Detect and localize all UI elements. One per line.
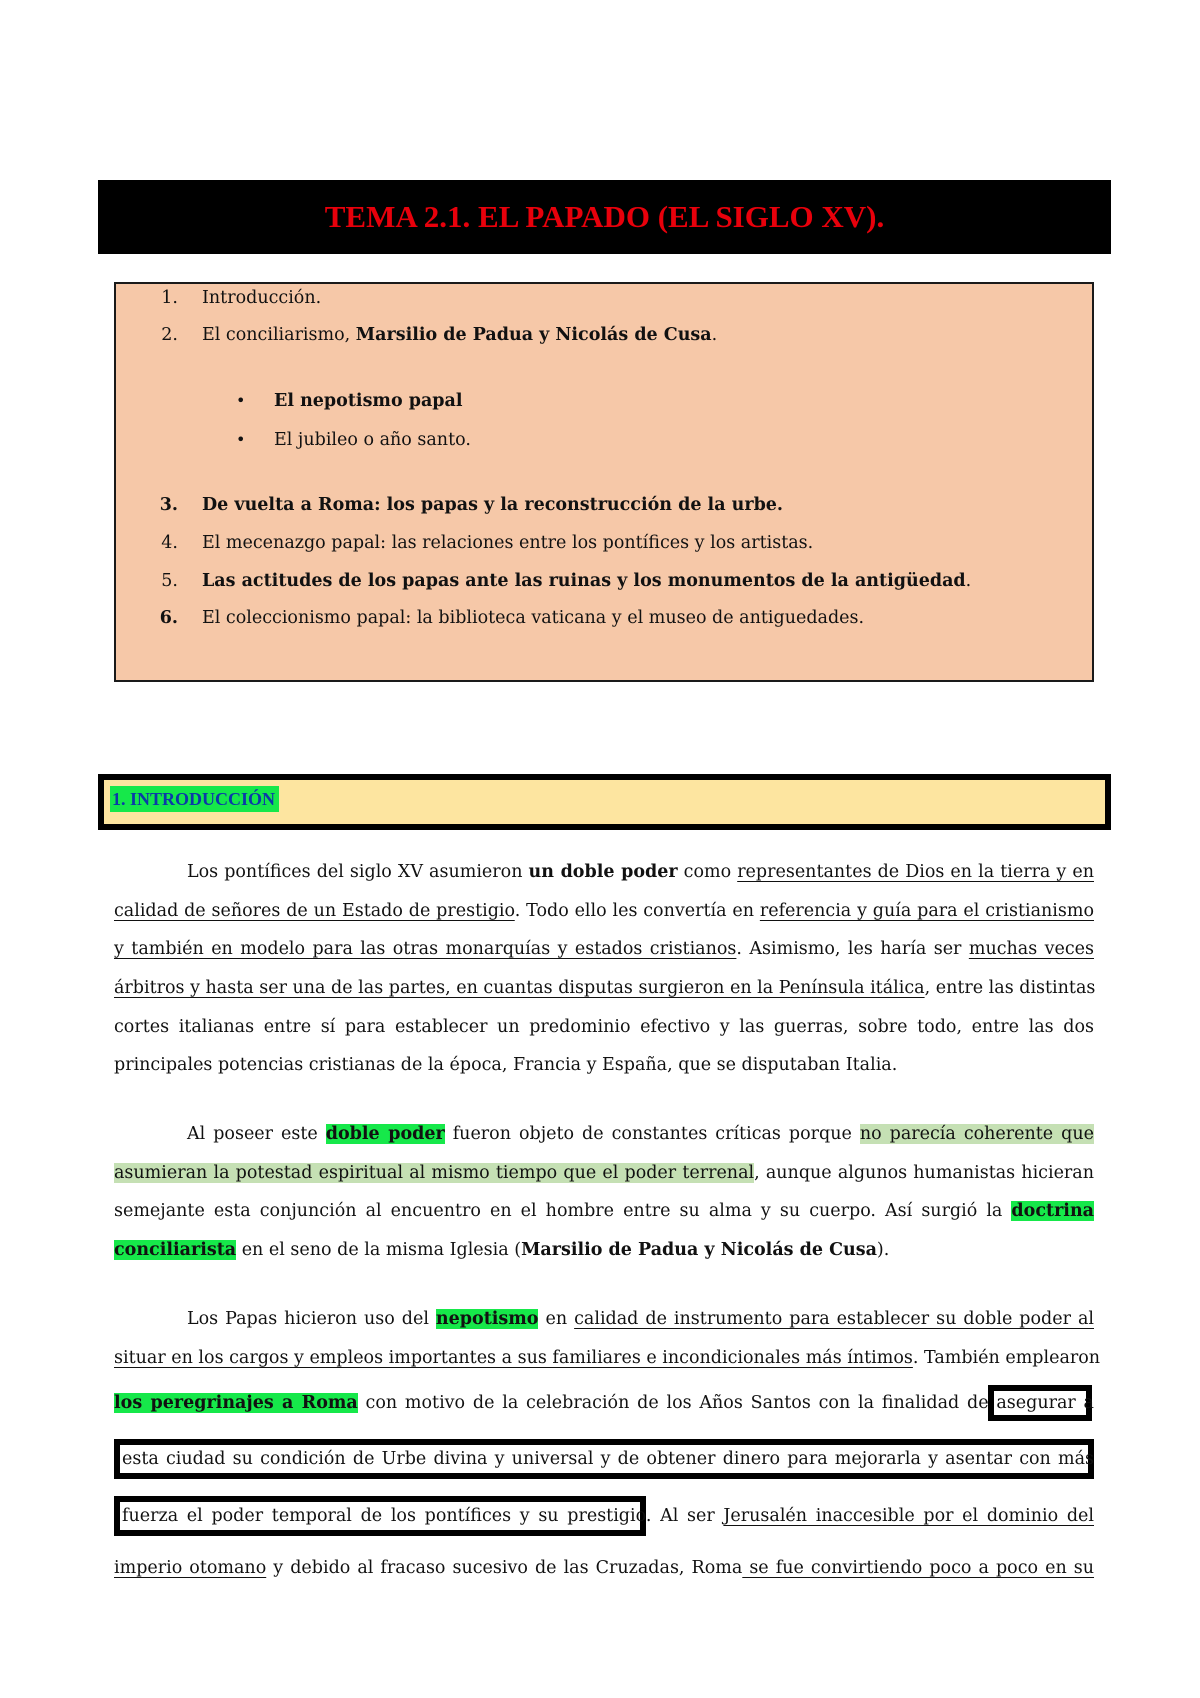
paragraph-line: los peregrinajes a Roma con motivo de la celebración de los Años Santos con la finalidad de asegurar a	[114, 1393, 1094, 1413]
paragraph-line: asumieran la potestad espiritual al mismo tiempo que el poder terrenal, aunque algunos humanistas hicieran	[114, 1163, 1094, 1183]
toc-number: 2.	[161, 325, 178, 345]
paragraph-line: árbitros y hasta ser una de las partes, en cuantas disputas surgieron en la Península itálica, entre las distintas	[114, 978, 1096, 998]
toc-number: 5.	[161, 571, 178, 591]
highlight-green: conciliarista	[114, 1240, 237, 1260]
toc-number: 1.	[161, 288, 178, 308]
bullet-icon: •	[236, 391, 246, 410]
section-heading: 1. INTRODUCCIÓN	[110, 786, 279, 812]
paragraph-line: principales potencias cristianas de la época, Francia y España, que se disputaban Italia.	[114, 1055, 898, 1075]
toc-item-text: El mecenazgo papal: las relaciones entre los pontífices y los artistas.	[202, 533, 814, 553]
paragraph-line: Los pontífices del siglo XV asumieron un doble poder como representantes de Dios en la tierra y en	[187, 862, 1094, 882]
toc-item-text: Las actitudes de los papas ante las ruinas y los monumentos de la antigüedad.	[202, 571, 972, 591]
highlight-green: los peregrinajes a Roma	[114, 1393, 358, 1413]
paragraph-line: conciliarista en el seno de la misma Iglesia (Marsilio de Padua y Nicolás de Cusa).	[114, 1240, 890, 1260]
toc-box	[114, 282, 1094, 682]
paragraph-line: y también en modelo para las otras monarquías y estados cristianos. Asimismo, les haría ser muchas veces	[114, 939, 1094, 959]
toc-item-text: De vuelta a Roma: los papas y la reconstrucción de la urbe.	[202, 495, 784, 515]
paragraph-line: esta ciudad su condición de Urbe divina y universal y de obtener dinero para mejorarla y asentar con más	[122, 1449, 1094, 1469]
bullet-icon: •	[236, 430, 246, 449]
paragraph-line: semejante esta conjunción al encuentro en el hombre entre su alma y su cuerpo. Así surgió la doctrina	[114, 1201, 1094, 1221]
paragraph-line: situar en los cargos y empleos importantes a sus familiares e incondicionales más íntimos. También emplearon	[114, 1348, 1101, 1368]
highlight-light-green: no parecía coherente que	[859, 1124, 1094, 1144]
toc-subitem-text: El jubileo o año santo.	[274, 430, 471, 450]
toc-number: 4.	[161, 533, 178, 553]
paragraph-line: imperio otomano y debido al fracaso sucesivo de las Cruzadas, Roma se fue convirtiendo poco a poco en su	[114, 1558, 1095, 1578]
highlight-green: doble poder	[325, 1124, 445, 1144]
title-bar	[98, 180, 1111, 254]
paragraph-line: cortes italianas entre sí para establecer un predominio efectivo y las guerras, sobre todo, entre las dos	[114, 1017, 1094, 1037]
highlight-green: doctrina	[1011, 1201, 1094, 1221]
toc-item-text: El conciliarismo, Marsilio de Padua y Nicolás de Cusa.	[202, 325, 718, 345]
paragraph-line: Los Papas hicieron uso del nepotismo en calidad de instrumento para establecer su doble poder al	[187, 1309, 1094, 1329]
toc-item-text: Introducción.	[202, 288, 322, 308]
toc-subitem-text: El nepotismo papal	[274, 391, 463, 411]
page-title: TEMA 2.1. EL PAPADO (EL SIGLO XV).	[324, 199, 885, 234]
toc-item-text: El coleccionismo papal: la biblioteca vaticana y el museo de antiguedades.	[202, 608, 865, 628]
paragraph-line: Al poseer este doble poder fueron objeto de constantes críticas porque no parecía coherente que	[187, 1124, 1094, 1144]
highlight-light-green: asumieran la potestad espiritual al mismo tiempo que el poder terrenal	[114, 1163, 755, 1183]
paragraph-line: fuerza el poder temporal de los pontífices y su prestigio. Al ser Jerusalén inaccesible por el dominio del	[122, 1506, 1094, 1526]
toc-number: 6.	[159, 608, 178, 628]
toc-number: 3.	[159, 495, 178, 515]
paragraph-line: calidad de señores de un Estado de prestigio. Todo ello les convertía en referencia y guía para el cristianismo	[114, 901, 1094, 921]
highlight-green: nepotismo	[435, 1309, 539, 1329]
